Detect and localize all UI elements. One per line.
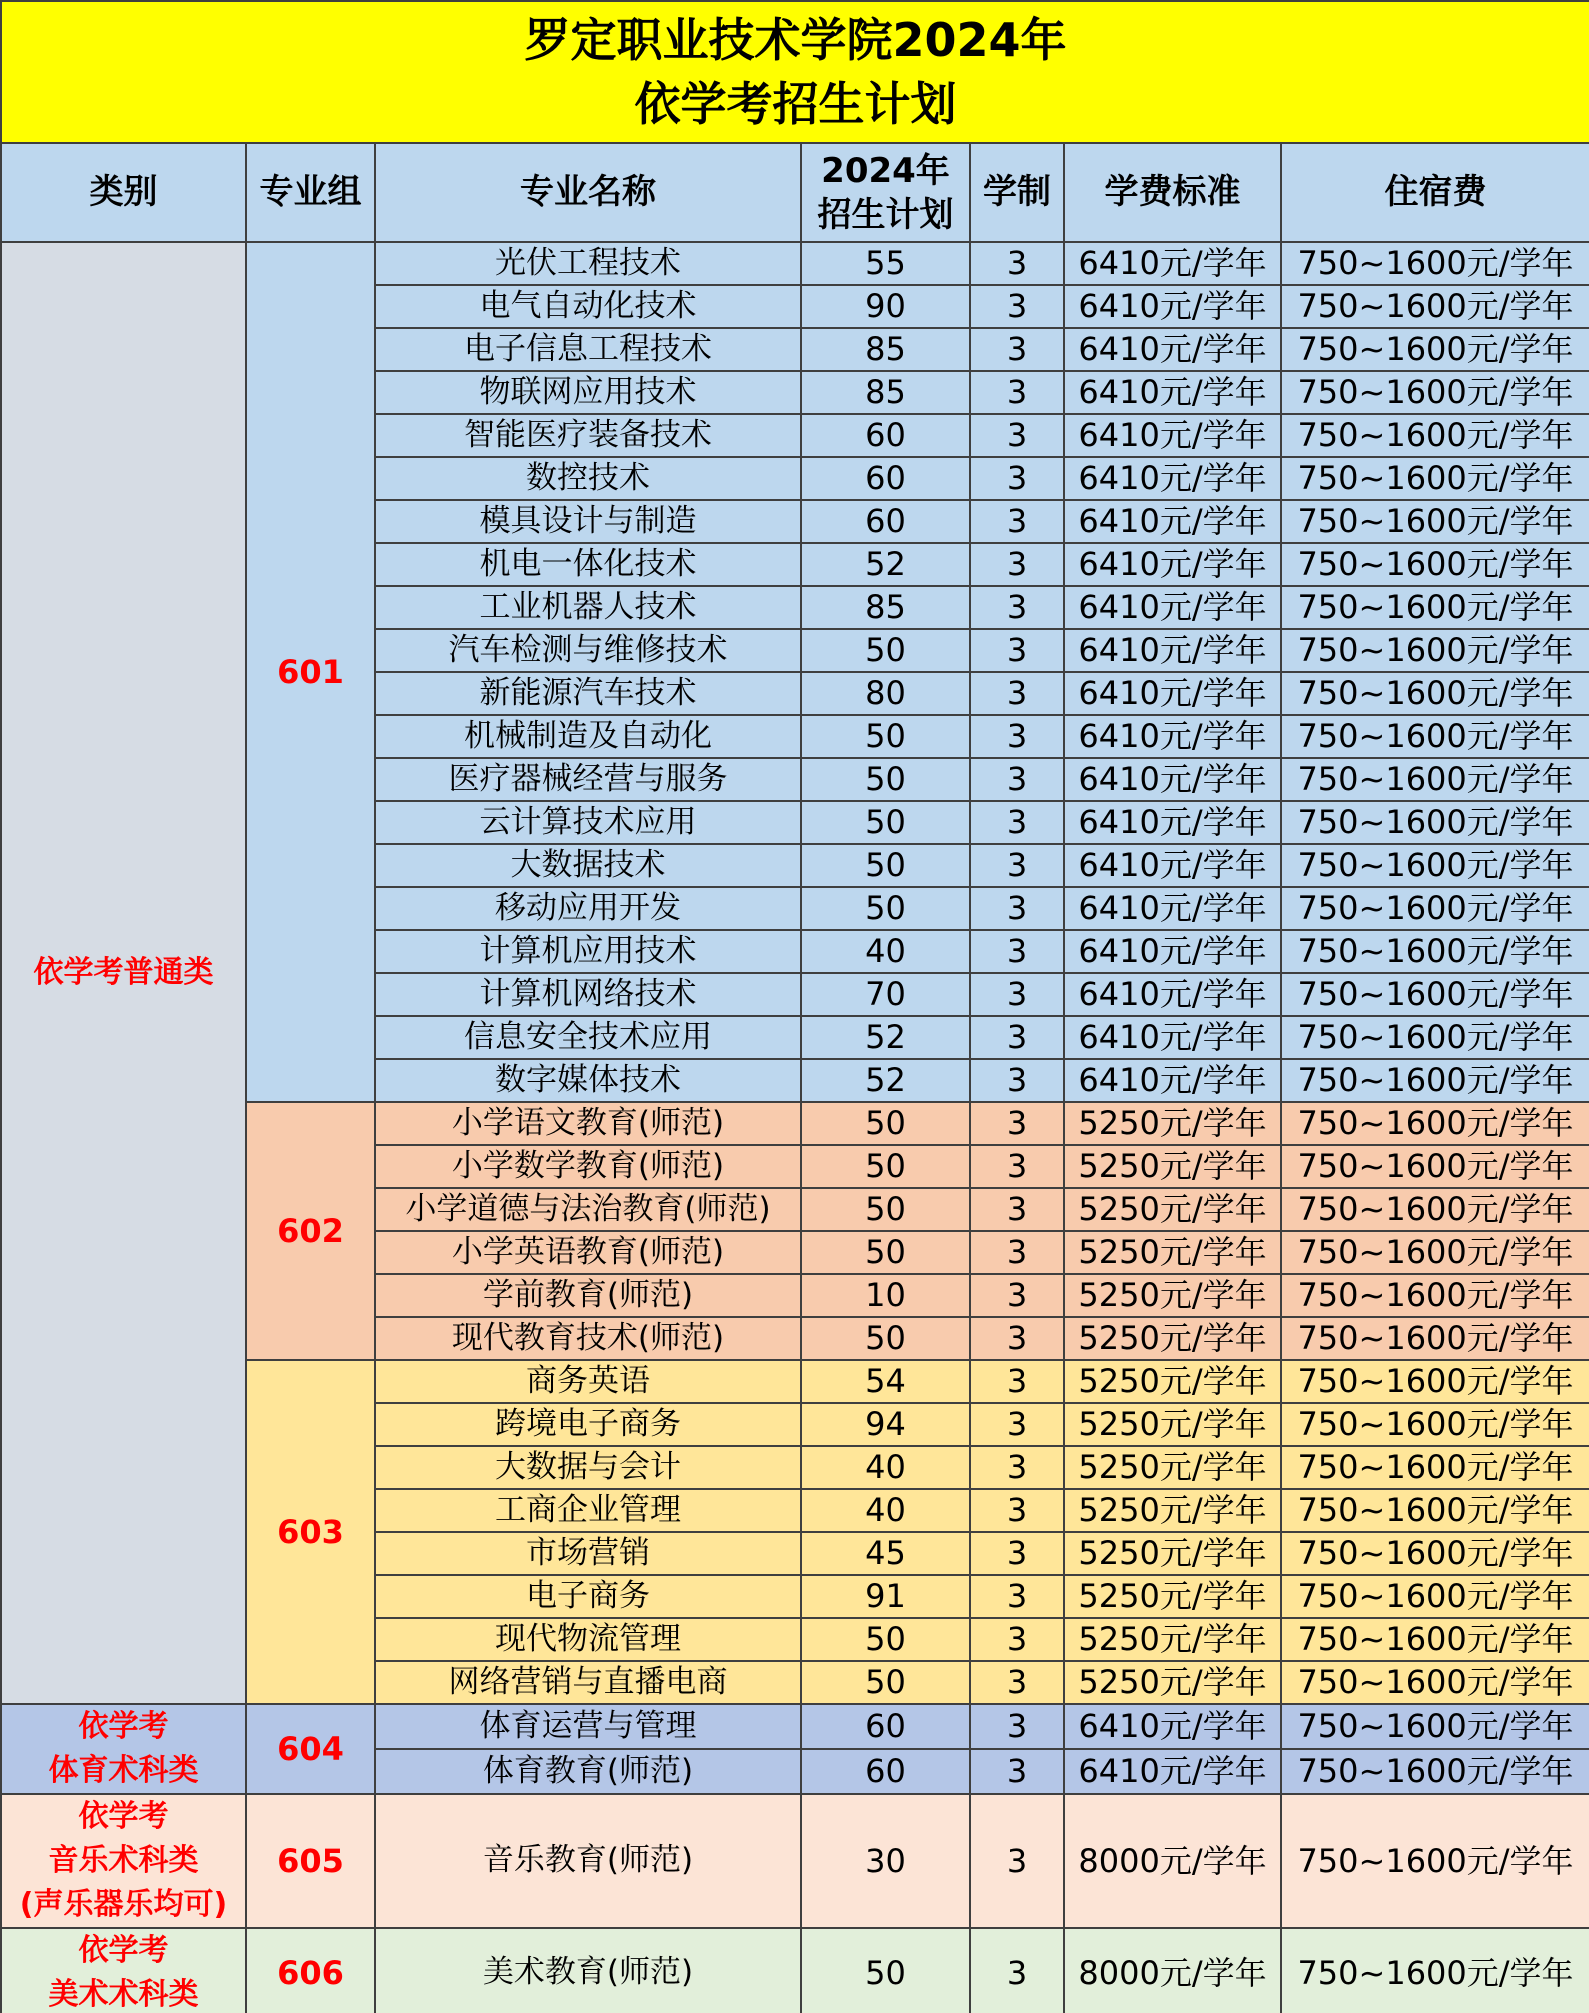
years-cell: 3 bbox=[970, 1704, 1064, 1749]
category-label-line: 依学考普通类 bbox=[33, 955, 214, 990]
major-name-cell: 网络营销与直播电商 bbox=[375, 1661, 801, 1704]
tuition-cell: 5250元/学年 bbox=[1064, 1188, 1281, 1231]
years-cell: 3 bbox=[970, 1231, 1064, 1274]
plan-count-cell: 85 bbox=[801, 586, 970, 629]
category-label-line: 音乐术科类 bbox=[48, 1843, 199, 1878]
group-code-cell: 604 bbox=[246, 1704, 375, 1794]
plan-count-cell: 50 bbox=[801, 887, 970, 930]
lodging-cell: 750~1600元/学年 bbox=[1281, 457, 1589, 500]
plan-count-cell: 40 bbox=[801, 1446, 970, 1489]
years-cell: 3 bbox=[970, 500, 1064, 543]
tuition-cell: 6410元/学年 bbox=[1064, 543, 1281, 586]
table-row bbox=[1, 1928, 1589, 2013]
major-name-cell: 音乐教育(师范) bbox=[375, 1794, 801, 1928]
plan-count-cell: 80 bbox=[801, 672, 970, 715]
tuition-cell: 6410元/学年 bbox=[1064, 242, 1281, 285]
category-label-line: (声乐器乐均可) bbox=[19, 1887, 228, 1922]
plan-count-cell: 60 bbox=[801, 500, 970, 543]
years-cell: 3 bbox=[970, 1145, 1064, 1188]
plan-count-cell: 60 bbox=[801, 457, 970, 500]
header-row bbox=[1, 143, 1589, 242]
tuition-cell: 5250元/学年 bbox=[1064, 1446, 1281, 1489]
group-code-cell: 601 bbox=[246, 242, 375, 1102]
lodging-cell: 750~1600元/学年 bbox=[1281, 973, 1589, 1016]
category-label-line: 美术术科类 bbox=[48, 1977, 199, 2012]
lodging-cell: 750~1600元/学年 bbox=[1281, 1059, 1589, 1102]
tuition-cell: 6410元/学年 bbox=[1064, 887, 1281, 930]
plan-count-cell: 91 bbox=[801, 1575, 970, 1618]
plan-count-cell: 50 bbox=[801, 1102, 970, 1145]
tuition-cell: 6410元/学年 bbox=[1064, 973, 1281, 1016]
category-cell bbox=[1, 1794, 246, 1928]
major-name-cell: 小学英语教育(师范) bbox=[375, 1231, 801, 1274]
years-cell: 3 bbox=[970, 1274, 1064, 1317]
plan-count-cell: 50 bbox=[801, 1661, 970, 1704]
plan-count-cell: 50 bbox=[801, 801, 970, 844]
header-years: 学制 bbox=[970, 143, 1064, 242]
years-cell: 3 bbox=[970, 973, 1064, 1016]
tuition-cell: 5250元/学年 bbox=[1064, 1102, 1281, 1145]
lodging-cell: 750~1600元/学年 bbox=[1281, 328, 1589, 371]
major-name-cell: 移动应用开发 bbox=[375, 887, 801, 930]
tuition-cell: 6410元/学年 bbox=[1064, 1016, 1281, 1059]
years-cell: 3 bbox=[970, 285, 1064, 328]
plan-count-cell: 45 bbox=[801, 1532, 970, 1575]
lodging-cell: 750~1600元/学年 bbox=[1281, 1928, 1589, 2013]
years-cell: 3 bbox=[970, 1532, 1064, 1575]
table-body bbox=[1, 242, 1589, 2013]
lodging-cell: 750~1600元/学年 bbox=[1281, 242, 1589, 285]
tuition-cell: 6410元/学年 bbox=[1064, 586, 1281, 629]
major-name-cell: 工业机器人技术 bbox=[375, 586, 801, 629]
years-cell: 3 bbox=[970, 1317, 1064, 1360]
category-label-line: 体育术科类 bbox=[48, 1753, 199, 1788]
lodging-cell: 750~1600元/学年 bbox=[1281, 715, 1589, 758]
plan-count-cell: 40 bbox=[801, 930, 970, 973]
lodging-cell: 750~1600元/学年 bbox=[1281, 1446, 1589, 1489]
major-name-cell: 物联网应用技术 bbox=[375, 371, 801, 414]
lodging-cell: 750~1600元/学年 bbox=[1281, 1317, 1589, 1360]
header-plan-line-2: 招生计划 bbox=[817, 194, 954, 235]
plan-count-cell: 60 bbox=[801, 414, 970, 457]
major-name-cell: 现代教育技术(师范) bbox=[375, 1317, 801, 1360]
major-name-cell: 新能源汽车技术 bbox=[375, 672, 801, 715]
group-code-cell: 606 bbox=[246, 1928, 375, 2013]
major-name-cell: 电气自动化技术 bbox=[375, 285, 801, 328]
lodging-cell: 750~1600元/学年 bbox=[1281, 1749, 1589, 1794]
years-cell: 3 bbox=[970, 371, 1064, 414]
major-name-cell: 汽车检测与维修技术 bbox=[375, 629, 801, 672]
years-cell: 3 bbox=[970, 1016, 1064, 1059]
header-lodging: 住宿费 bbox=[1281, 143, 1589, 242]
header-plan-line-1: 2024年 bbox=[821, 150, 950, 191]
plan-count-cell: 85 bbox=[801, 328, 970, 371]
lodging-cell: 750~1600元/学年 bbox=[1281, 930, 1589, 973]
major-name-cell: 机电一体化技术 bbox=[375, 543, 801, 586]
lodging-cell: 750~1600元/学年 bbox=[1281, 586, 1589, 629]
tuition-cell: 5250元/学年 bbox=[1064, 1274, 1281, 1317]
major-name-cell: 现代物流管理 bbox=[375, 1618, 801, 1661]
major-name-cell: 工商企业管理 bbox=[375, 1489, 801, 1532]
years-cell: 3 bbox=[970, 1575, 1064, 1618]
group-code-cell: 605 bbox=[246, 1794, 375, 1928]
major-name-cell: 模具设计与制造 bbox=[375, 500, 801, 543]
years-cell: 3 bbox=[970, 801, 1064, 844]
major-name-cell: 美术教育(师范) bbox=[375, 1928, 801, 2013]
tuition-cell: 6410元/学年 bbox=[1064, 457, 1281, 500]
years-cell: 3 bbox=[970, 1446, 1064, 1489]
header-tuition: 学费标准 bbox=[1064, 143, 1281, 242]
plan-count-cell: 70 bbox=[801, 973, 970, 1016]
years-cell: 3 bbox=[970, 1661, 1064, 1704]
tuition-cell: 5250元/学年 bbox=[1064, 1489, 1281, 1532]
tuition-cell: 6410元/学年 bbox=[1064, 414, 1281, 457]
tuition-cell: 6410元/学年 bbox=[1064, 328, 1281, 371]
major-name-cell: 大数据技术 bbox=[375, 844, 801, 887]
years-cell: 3 bbox=[970, 1059, 1064, 1102]
tuition-cell: 6410元/学年 bbox=[1064, 285, 1281, 328]
major-name-cell: 小学道德与法治教育(师范) bbox=[375, 1188, 801, 1231]
years-cell: 3 bbox=[970, 1403, 1064, 1446]
plan-count-cell: 85 bbox=[801, 371, 970, 414]
major-name-cell: 市场营销 bbox=[375, 1532, 801, 1575]
lodging-cell: 750~1600元/学年 bbox=[1281, 500, 1589, 543]
major-name-cell: 商务英语 bbox=[375, 1360, 801, 1403]
major-name-cell: 信息安全技术应用 bbox=[375, 1016, 801, 1059]
years-cell: 3 bbox=[970, 1794, 1064, 1928]
title-line-1: 罗定职业技术学院2024年 bbox=[524, 13, 1067, 67]
major-name-cell: 数字媒体技术 bbox=[375, 1059, 801, 1102]
plan-count-cell: 50 bbox=[801, 1145, 970, 1188]
years-cell: 3 bbox=[970, 1489, 1064, 1532]
group-code-cell: 603 bbox=[246, 1360, 375, 1704]
lodging-cell: 750~1600元/学年 bbox=[1281, 1231, 1589, 1274]
tuition-cell: 6410元/学年 bbox=[1064, 1059, 1281, 1102]
years-cell: 3 bbox=[970, 930, 1064, 973]
tuition-cell: 6410元/学年 bbox=[1064, 371, 1281, 414]
tuition-cell: 5250元/学年 bbox=[1064, 1145, 1281, 1188]
lodging-cell: 750~1600元/学年 bbox=[1281, 1575, 1589, 1618]
lodging-cell: 750~1600元/学年 bbox=[1281, 1188, 1589, 1231]
years-cell: 3 bbox=[970, 887, 1064, 930]
major-name-cell: 电子信息工程技术 bbox=[375, 328, 801, 371]
tuition-cell: 5250元/学年 bbox=[1064, 1317, 1281, 1360]
table-row bbox=[1, 1794, 1589, 1928]
major-name-cell: 智能医疗装备技术 bbox=[375, 414, 801, 457]
major-name-cell: 云计算技术应用 bbox=[375, 801, 801, 844]
years-cell: 3 bbox=[970, 543, 1064, 586]
years-cell: 3 bbox=[970, 328, 1064, 371]
major-name-cell: 数控技术 bbox=[375, 457, 801, 500]
tuition-cell: 5250元/学年 bbox=[1064, 1231, 1281, 1274]
lodging-cell: 750~1600元/学年 bbox=[1281, 887, 1589, 930]
major-name-cell: 学前教育(师范) bbox=[375, 1274, 801, 1317]
plan-count-cell: 50 bbox=[801, 1618, 970, 1661]
tuition-cell: 8000元/学年 bbox=[1064, 1928, 1281, 2013]
tuition-cell: 6410元/学年 bbox=[1064, 629, 1281, 672]
tuition-cell: 6410元/学年 bbox=[1064, 758, 1281, 801]
major-name-cell: 小学语文教育(师范) bbox=[375, 1102, 801, 1145]
table-row bbox=[1, 1704, 1589, 1749]
header-category: 类别 bbox=[1, 143, 246, 242]
major-name-cell: 机械制造及自动化 bbox=[375, 715, 801, 758]
lodging-cell: 750~1600元/学年 bbox=[1281, 1489, 1589, 1532]
years-cell: 3 bbox=[970, 1928, 1064, 2013]
plan-count-cell: 50 bbox=[801, 1188, 970, 1231]
years-cell: 3 bbox=[970, 1618, 1064, 1661]
group-code-cell: 602 bbox=[246, 1102, 375, 1360]
plan-count-cell: 52 bbox=[801, 1016, 970, 1059]
category-label-line: 依学考 bbox=[78, 1933, 169, 1968]
major-name-cell: 跨境电子商务 bbox=[375, 1403, 801, 1446]
years-cell: 3 bbox=[970, 1749, 1064, 1794]
lodging-cell: 750~1600元/学年 bbox=[1281, 1794, 1589, 1928]
plan-count-cell: 50 bbox=[801, 629, 970, 672]
plan-count-cell: 90 bbox=[801, 285, 970, 328]
plan-count-cell: 50 bbox=[801, 1928, 970, 2013]
lodging-cell: 750~1600元/学年 bbox=[1281, 1016, 1589, 1059]
plan-count-cell: 50 bbox=[801, 758, 970, 801]
plan-count-cell: 54 bbox=[801, 1360, 970, 1403]
lodging-cell: 750~1600元/学年 bbox=[1281, 371, 1589, 414]
category-label-line: 依学考 bbox=[78, 1799, 169, 1834]
years-cell: 3 bbox=[970, 1102, 1064, 1145]
lodging-cell: 750~1600元/学年 bbox=[1281, 543, 1589, 586]
plan-count-cell: 50 bbox=[801, 1317, 970, 1360]
major-name-cell: 体育运营与管理 bbox=[375, 1704, 801, 1749]
major-name-cell: 小学数学教育(师范) bbox=[375, 1145, 801, 1188]
years-cell: 3 bbox=[970, 1188, 1064, 1231]
table-row bbox=[1, 242, 1589, 285]
header-major: 专业名称 bbox=[375, 143, 801, 242]
tuition-cell: 6410元/学年 bbox=[1064, 844, 1281, 887]
table-title bbox=[1, 1, 1589, 143]
major-name-cell: 光伏工程技术 bbox=[375, 242, 801, 285]
plan-count-cell: 50 bbox=[801, 715, 970, 758]
lodging-cell: 750~1600元/学年 bbox=[1281, 1145, 1589, 1188]
years-cell: 3 bbox=[970, 1360, 1064, 1403]
years-cell: 3 bbox=[970, 672, 1064, 715]
lodging-cell: 750~1600元/学年 bbox=[1281, 285, 1589, 328]
tuition-cell: 6410元/学年 bbox=[1064, 715, 1281, 758]
plan-count-cell: 40 bbox=[801, 1489, 970, 1532]
lodging-cell: 750~1600元/学年 bbox=[1281, 629, 1589, 672]
tuition-cell: 5250元/学年 bbox=[1064, 1575, 1281, 1618]
years-cell: 3 bbox=[970, 715, 1064, 758]
major-name-cell: 计算机应用技术 bbox=[375, 930, 801, 973]
tuition-cell: 5250元/学年 bbox=[1064, 1403, 1281, 1446]
header-plan bbox=[801, 143, 970, 242]
lodging-cell: 750~1600元/学年 bbox=[1281, 1274, 1589, 1317]
lodging-cell: 750~1600元/学年 bbox=[1281, 801, 1589, 844]
tuition-cell: 5250元/学年 bbox=[1064, 1618, 1281, 1661]
category-cell bbox=[1, 1704, 246, 1794]
years-cell: 3 bbox=[970, 414, 1064, 457]
tuition-cell: 6410元/学年 bbox=[1064, 1749, 1281, 1794]
tuition-cell: 6410元/学年 bbox=[1064, 801, 1281, 844]
years-cell: 3 bbox=[970, 242, 1064, 285]
tuition-cell: 6410元/学年 bbox=[1064, 1704, 1281, 1749]
lodging-cell: 750~1600元/学年 bbox=[1281, 1618, 1589, 1661]
category-cell bbox=[1, 242, 246, 1704]
tuition-cell: 6410元/学年 bbox=[1064, 672, 1281, 715]
plan-count-cell: 10 bbox=[801, 1274, 970, 1317]
tuition-cell: 6410元/学年 bbox=[1064, 930, 1281, 973]
tuition-cell: 8000元/学年 bbox=[1064, 1794, 1281, 1928]
plan-count-cell: 50 bbox=[801, 844, 970, 887]
lodging-cell: 750~1600元/学年 bbox=[1281, 758, 1589, 801]
plan-count-cell: 55 bbox=[801, 242, 970, 285]
plan-count-cell: 52 bbox=[801, 543, 970, 586]
lodging-cell: 750~1600元/学年 bbox=[1281, 1704, 1589, 1749]
lodging-cell: 750~1600元/学年 bbox=[1281, 672, 1589, 715]
plan-count-cell: 52 bbox=[801, 1059, 970, 1102]
plan-count-cell: 50 bbox=[801, 1231, 970, 1274]
plan-count-cell: 30 bbox=[801, 1794, 970, 1928]
years-cell: 3 bbox=[970, 586, 1064, 629]
major-name-cell: 计算机网络技术 bbox=[375, 973, 801, 1016]
tuition-cell: 5250元/学年 bbox=[1064, 1360, 1281, 1403]
lodging-cell: 750~1600元/学年 bbox=[1281, 1532, 1589, 1575]
major-name-cell: 医疗器械经营与服务 bbox=[375, 758, 801, 801]
years-cell: 3 bbox=[970, 457, 1064, 500]
lodging-cell: 750~1600元/学年 bbox=[1281, 1102, 1589, 1145]
plan-count-cell: 60 bbox=[801, 1704, 970, 1749]
header-group: 专业组 bbox=[246, 143, 375, 242]
lodging-cell: 750~1600元/学年 bbox=[1281, 414, 1589, 457]
lodging-cell: 750~1600元/学年 bbox=[1281, 1360, 1589, 1403]
tuition-cell: 5250元/学年 bbox=[1064, 1532, 1281, 1575]
category-label-line: 依学考 bbox=[78, 1709, 169, 1744]
major-name-cell: 体育教育(师范) bbox=[375, 1749, 801, 1794]
years-cell: 3 bbox=[970, 629, 1064, 672]
lodging-cell: 750~1600元/学年 bbox=[1281, 844, 1589, 887]
category-cell bbox=[1, 1928, 246, 2013]
title-line-2: 依学考招生计划 bbox=[634, 77, 957, 131]
years-cell: 3 bbox=[970, 844, 1064, 887]
plan-count-cell: 60 bbox=[801, 1749, 970, 1794]
tuition-cell: 6410元/学年 bbox=[1064, 500, 1281, 543]
major-name-cell: 电子商务 bbox=[375, 1575, 801, 1618]
plan-count-cell: 94 bbox=[801, 1403, 970, 1446]
tuition-cell: 5250元/学年 bbox=[1064, 1661, 1281, 1704]
lodging-cell: 750~1600元/学年 bbox=[1281, 1661, 1589, 1704]
lodging-cell: 750~1600元/学年 bbox=[1281, 1403, 1589, 1446]
major-name-cell: 大数据与会计 bbox=[375, 1446, 801, 1489]
years-cell: 3 bbox=[970, 758, 1064, 801]
